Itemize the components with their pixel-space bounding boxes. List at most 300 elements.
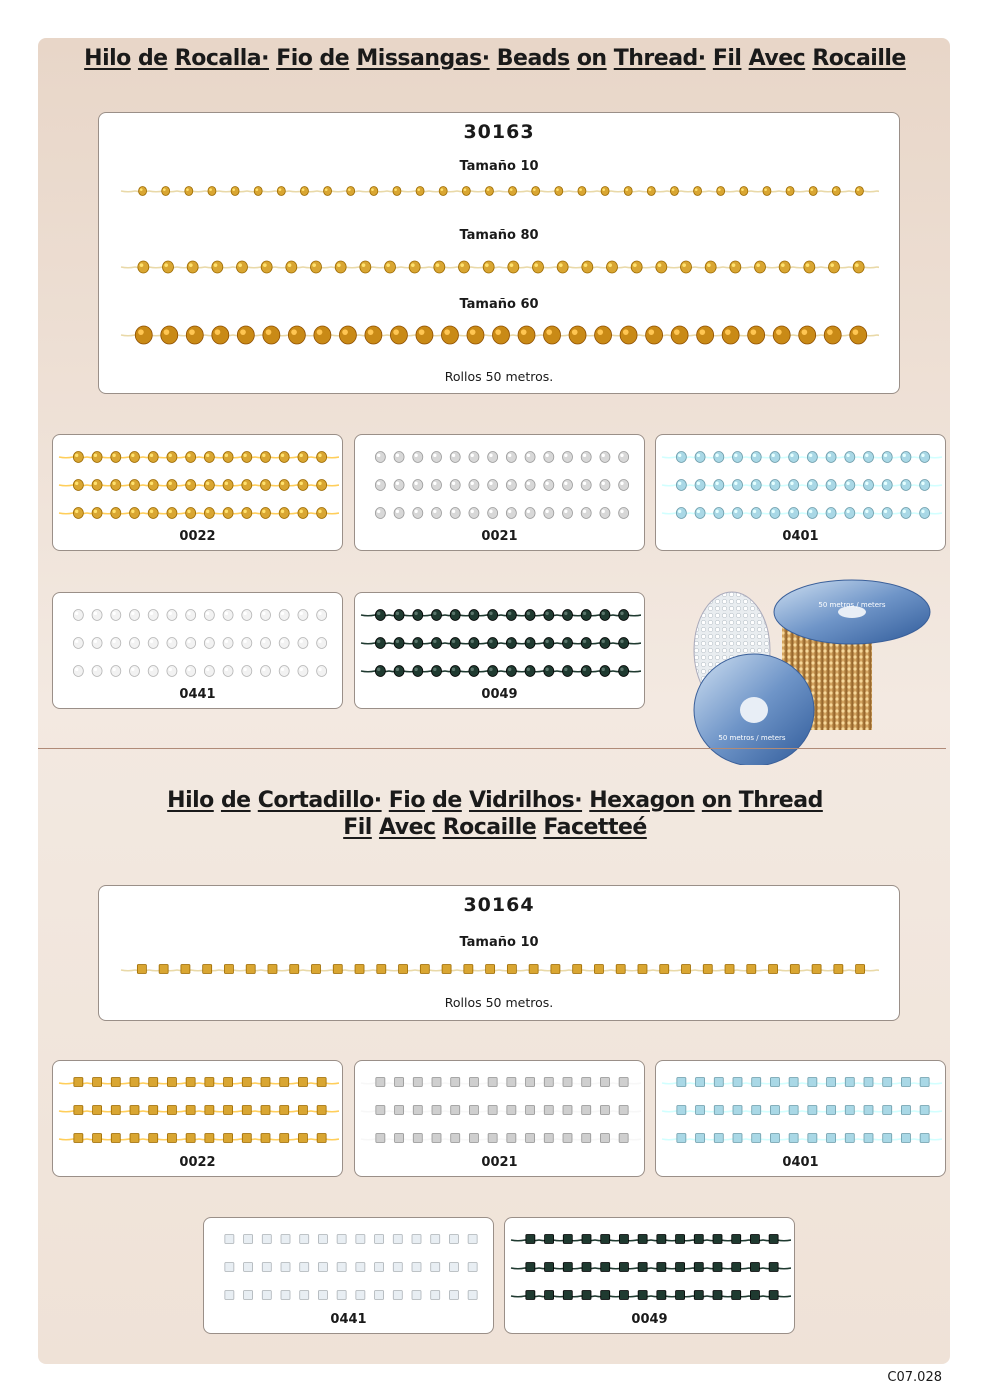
bead bbox=[647, 187, 655, 196]
bead-highlight bbox=[187, 482, 190, 485]
bead bbox=[92, 508, 102, 519]
bead-highlight bbox=[112, 510, 115, 513]
bead bbox=[311, 261, 322, 273]
bead-highlight bbox=[377, 640, 380, 643]
bead bbox=[920, 452, 930, 463]
bead bbox=[845, 1106, 854, 1115]
bead bbox=[224, 1078, 233, 1087]
bead bbox=[450, 610, 460, 621]
bead bbox=[789, 1134, 798, 1143]
bead bbox=[300, 187, 308, 196]
bead bbox=[600, 480, 610, 491]
bead-highlight bbox=[495, 329, 501, 335]
bead bbox=[148, 508, 158, 519]
bead-highlight bbox=[527, 668, 530, 671]
bead-highlight bbox=[312, 263, 316, 267]
bead-highlight bbox=[169, 668, 172, 671]
bead bbox=[432, 1134, 441, 1143]
bead bbox=[751, 480, 761, 491]
bead bbox=[434, 261, 445, 273]
bead bbox=[468, 1291, 477, 1300]
hexagon-swatch-image bbox=[359, 1067, 641, 1153]
bead bbox=[92, 452, 102, 463]
bead-highlight bbox=[707, 263, 711, 267]
bead bbox=[533, 261, 544, 273]
bead-highlight bbox=[266, 329, 272, 335]
bead bbox=[695, 452, 705, 463]
bead bbox=[864, 480, 874, 491]
bead-highlight bbox=[602, 668, 605, 671]
bead-highlight bbox=[460, 263, 464, 267]
bead-highlight bbox=[753, 454, 756, 457]
bead-highlight bbox=[545, 612, 548, 615]
bead bbox=[507, 1078, 516, 1087]
bead-highlight bbox=[441, 188, 444, 191]
bead-highlight bbox=[697, 510, 700, 513]
bead-highlight bbox=[433, 482, 436, 485]
bead-highlight bbox=[414, 640, 417, 643]
bead-highlight bbox=[243, 640, 246, 643]
bead-highlight bbox=[715, 482, 718, 485]
bead bbox=[167, 638, 177, 649]
bead-highlight bbox=[545, 482, 548, 485]
bead-highlight bbox=[751, 329, 757, 335]
section-divider bbox=[38, 748, 946, 749]
bead-highlight bbox=[396, 454, 399, 457]
bead-highlight bbox=[263, 263, 267, 267]
bead bbox=[526, 1291, 535, 1300]
bead-highlight bbox=[433, 668, 436, 671]
bead-highlight bbox=[262, 640, 265, 643]
bead bbox=[449, 1263, 458, 1272]
bead bbox=[431, 1235, 440, 1244]
bead bbox=[111, 610, 121, 621]
bead bbox=[799, 326, 816, 344]
bead bbox=[732, 1263, 741, 1272]
bead-highlight bbox=[262, 612, 265, 615]
bead bbox=[864, 1078, 873, 1087]
bead bbox=[242, 480, 252, 491]
bead-swatch-image bbox=[57, 441, 339, 527]
bead bbox=[317, 666, 327, 677]
color-swatch-0049 bbox=[354, 592, 645, 709]
bead bbox=[544, 610, 554, 621]
bead bbox=[789, 1078, 798, 1087]
bead bbox=[563, 508, 573, 519]
bead bbox=[92, 610, 102, 621]
bead bbox=[317, 610, 327, 621]
bead bbox=[883, 1134, 892, 1143]
bead-highlight bbox=[150, 668, 153, 671]
color-code: 0049 bbox=[631, 1312, 668, 1327]
bead-highlight bbox=[884, 510, 887, 513]
bead-highlight bbox=[489, 482, 492, 485]
bead bbox=[733, 1106, 742, 1115]
bead bbox=[619, 1106, 628, 1115]
bead bbox=[529, 965, 538, 974]
bead-highlight bbox=[225, 668, 228, 671]
bead bbox=[263, 326, 280, 344]
size-label: Tamaño 60 bbox=[459, 297, 539, 312]
bead-highlight bbox=[396, 612, 399, 615]
section-title-cortadillo-line1 bbox=[0, 788, 990, 813]
bead-highlight bbox=[485, 263, 489, 267]
bead-highlight bbox=[583, 482, 586, 485]
bead-highlight bbox=[279, 188, 282, 191]
bead bbox=[399, 965, 408, 974]
bead-highlight bbox=[682, 263, 686, 267]
bead bbox=[581, 638, 591, 649]
bead bbox=[420, 965, 429, 974]
bead bbox=[92, 638, 102, 649]
bead-swatch-image bbox=[660, 441, 942, 527]
bead-highlight bbox=[487, 188, 490, 191]
bead-highlight bbox=[806, 263, 810, 267]
bead bbox=[573, 965, 582, 974]
bead-highlight bbox=[300, 640, 303, 643]
bead bbox=[551, 965, 560, 974]
hexagon-swatch-image bbox=[57, 1067, 339, 1153]
bead bbox=[563, 452, 573, 463]
bead bbox=[657, 1263, 666, 1272]
bead bbox=[832, 187, 840, 196]
bead-highlight bbox=[140, 263, 144, 267]
bead bbox=[600, 452, 610, 463]
bead-highlight bbox=[508, 668, 511, 671]
bead bbox=[695, 508, 705, 519]
bead bbox=[204, 610, 214, 621]
bead bbox=[298, 666, 308, 677]
bead-highlight bbox=[411, 263, 415, 267]
bead-highlight bbox=[658, 263, 662, 267]
bead bbox=[770, 452, 780, 463]
title-word: on bbox=[701, 788, 732, 813]
bead bbox=[432, 508, 442, 519]
bead-highlight bbox=[238, 263, 242, 267]
bead-highlight bbox=[802, 329, 808, 335]
bead bbox=[161, 326, 178, 344]
bead bbox=[281, 1291, 290, 1300]
bead-highlight bbox=[834, 188, 837, 191]
bead bbox=[600, 638, 610, 649]
bead bbox=[393, 1235, 402, 1244]
bead bbox=[526, 1106, 535, 1115]
bead bbox=[375, 1263, 384, 1272]
bead bbox=[205, 1106, 214, 1115]
bead bbox=[646, 326, 663, 344]
bead-highlight bbox=[620, 612, 623, 615]
bead-highlight bbox=[865, 454, 868, 457]
bead bbox=[725, 965, 734, 974]
bead-highlight bbox=[620, 510, 623, 513]
bead-highlight bbox=[396, 640, 399, 643]
bead bbox=[450, 480, 460, 491]
bead bbox=[525, 638, 535, 649]
title-word: de bbox=[137, 46, 168, 71]
bead bbox=[254, 187, 262, 196]
bead bbox=[450, 508, 460, 519]
bead bbox=[224, 1106, 233, 1115]
bead bbox=[148, 638, 158, 649]
bead-highlight bbox=[150, 454, 153, 457]
bead bbox=[563, 480, 573, 491]
bead bbox=[167, 1134, 176, 1143]
bead bbox=[468, 1263, 477, 1272]
bead bbox=[413, 666, 423, 677]
bead bbox=[469, 1078, 478, 1087]
bead bbox=[488, 1106, 497, 1115]
color-swatch-0022 bbox=[52, 1060, 343, 1177]
bead bbox=[394, 666, 404, 677]
title-word: Fio bbox=[276, 46, 313, 71]
bead-highlight bbox=[545, 454, 548, 457]
bead-highlight bbox=[206, 668, 209, 671]
bead-highlight bbox=[865, 510, 868, 513]
bead bbox=[789, 1106, 798, 1115]
bead-highlight bbox=[281, 640, 284, 643]
bead bbox=[288, 326, 305, 344]
bead bbox=[242, 452, 252, 463]
bead bbox=[545, 1291, 554, 1300]
bead-highlight bbox=[564, 668, 567, 671]
bead bbox=[356, 1235, 365, 1244]
bead bbox=[432, 666, 442, 677]
bead-highlight bbox=[215, 329, 221, 335]
bead-highlight bbox=[131, 510, 134, 513]
color-code: 0022 bbox=[179, 529, 216, 544]
title-word: de bbox=[220, 788, 251, 813]
bead-highlight bbox=[433, 612, 436, 615]
bead bbox=[204, 666, 214, 677]
bead bbox=[563, 666, 573, 677]
bead-highlight bbox=[534, 263, 538, 267]
bead bbox=[714, 508, 724, 519]
bead bbox=[130, 480, 140, 491]
title-word: Vidrilhos· bbox=[468, 788, 583, 813]
bead bbox=[149, 1078, 158, 1087]
section-title-cortadillo-line2 bbox=[0, 815, 990, 840]
bead bbox=[694, 1263, 703, 1272]
bead bbox=[696, 1106, 705, 1115]
bead bbox=[826, 452, 836, 463]
bead bbox=[808, 1106, 817, 1115]
bead bbox=[360, 261, 371, 273]
bead bbox=[901, 1134, 910, 1143]
bead bbox=[829, 261, 840, 273]
bead-highlight bbox=[300, 612, 303, 615]
bead bbox=[509, 187, 517, 196]
bead bbox=[488, 480, 498, 491]
bead bbox=[186, 1106, 195, 1115]
bead-highlight bbox=[471, 510, 474, 513]
title-word: Hilo bbox=[84, 46, 131, 71]
bead bbox=[149, 1134, 158, 1143]
title-word: Hilo bbox=[167, 788, 214, 813]
bead-highlight bbox=[865, 482, 868, 485]
bead bbox=[130, 1078, 139, 1087]
bead-highlight bbox=[489, 510, 492, 513]
bead-highlight bbox=[444, 329, 450, 335]
hexagon-swatch-image bbox=[509, 1224, 791, 1310]
bead-highlight bbox=[433, 640, 436, 643]
bead bbox=[581, 666, 591, 677]
bead bbox=[261, 1078, 270, 1087]
bead bbox=[506, 610, 516, 621]
bead bbox=[413, 1106, 422, 1115]
bead bbox=[451, 1106, 460, 1115]
bead bbox=[317, 1134, 326, 1143]
bead bbox=[298, 638, 308, 649]
bead bbox=[657, 1235, 666, 1244]
bead bbox=[619, 1291, 628, 1300]
bead bbox=[395, 1078, 404, 1087]
bead bbox=[488, 508, 498, 519]
color-code: 0441 bbox=[179, 687, 216, 702]
bead bbox=[555, 187, 563, 196]
bead-highlight bbox=[112, 482, 115, 485]
bead bbox=[432, 452, 442, 463]
bead-highlight bbox=[187, 454, 190, 457]
bead bbox=[696, 1078, 705, 1087]
bead bbox=[594, 965, 603, 974]
bead bbox=[770, 480, 780, 491]
bead bbox=[73, 480, 83, 491]
bead bbox=[432, 480, 442, 491]
bead-highlight bbox=[828, 454, 831, 457]
bead bbox=[162, 187, 170, 196]
bead bbox=[864, 1134, 873, 1143]
title-word: Fil bbox=[712, 46, 742, 71]
spool-label-bottom: 50 metros / meters bbox=[718, 734, 786, 742]
bead bbox=[883, 1106, 892, 1115]
bead-highlight bbox=[790, 454, 793, 457]
bead bbox=[339, 326, 356, 344]
bead bbox=[752, 1078, 761, 1087]
bead-highlight bbox=[827, 329, 833, 335]
bead bbox=[413, 638, 423, 649]
bead bbox=[167, 508, 177, 519]
bead bbox=[186, 452, 196, 463]
bead bbox=[286, 261, 297, 273]
bead-highlight bbox=[262, 454, 265, 457]
bead bbox=[563, 610, 573, 621]
bead-highlight bbox=[243, 612, 246, 615]
bead-highlight bbox=[772, 510, 775, 513]
bead bbox=[563, 1291, 572, 1300]
bead bbox=[163, 261, 174, 273]
bead bbox=[130, 666, 140, 677]
bead bbox=[789, 480, 799, 491]
bead bbox=[130, 610, 140, 621]
color-swatch-0021 bbox=[354, 434, 645, 551]
bead bbox=[676, 508, 686, 519]
bead-highlight bbox=[753, 510, 756, 513]
bead bbox=[262, 1235, 271, 1244]
bead-highlight bbox=[75, 668, 78, 671]
bead bbox=[826, 480, 836, 491]
bead-highlight bbox=[291, 329, 297, 335]
bead-highlight bbox=[163, 188, 166, 191]
bead bbox=[506, 480, 516, 491]
bead-highlight bbox=[225, 510, 228, 513]
bead-highlight bbox=[240, 329, 246, 335]
bead-highlight bbox=[414, 482, 417, 485]
bead bbox=[186, 638, 196, 649]
product-code: 30163 bbox=[463, 121, 535, 143]
title-word: Rocalla· bbox=[174, 46, 270, 71]
bead bbox=[676, 452, 686, 463]
bead bbox=[111, 452, 121, 463]
bead bbox=[280, 1106, 289, 1115]
bead-highlight bbox=[189, 329, 195, 335]
bead bbox=[244, 1235, 253, 1244]
bead-highlight bbox=[452, 454, 455, 457]
bead-highlight bbox=[583, 640, 586, 643]
bead-highlight bbox=[140, 188, 143, 191]
bead-highlight bbox=[112, 668, 115, 671]
bead-highlight bbox=[471, 640, 474, 643]
product-code: 30164 bbox=[463, 894, 535, 916]
bead bbox=[864, 508, 874, 519]
bead bbox=[557, 261, 568, 273]
bead-highlight bbox=[164, 329, 170, 335]
bead bbox=[261, 1106, 270, 1115]
bead bbox=[223, 452, 233, 463]
bead-highlight bbox=[186, 188, 189, 191]
bead bbox=[850, 326, 867, 344]
bead-highlight bbox=[674, 329, 680, 335]
bead bbox=[544, 326, 561, 344]
bead bbox=[92, 666, 102, 677]
bead-highlight bbox=[169, 612, 172, 615]
bead bbox=[485, 187, 493, 196]
bead-swatch-image bbox=[359, 441, 641, 527]
bead bbox=[281, 1235, 290, 1244]
bead bbox=[789, 508, 799, 519]
bead-highlight bbox=[396, 482, 399, 485]
bead-highlight bbox=[377, 668, 380, 671]
bead bbox=[901, 1106, 910, 1115]
bead-highlight bbox=[781, 263, 785, 267]
title-word: Fil bbox=[343, 815, 372, 840]
bead bbox=[298, 508, 308, 519]
bead-highlight bbox=[138, 329, 144, 335]
color-code: 0049 bbox=[481, 687, 518, 702]
bead-highlight bbox=[626, 188, 629, 191]
bead bbox=[545, 1235, 554, 1244]
bead bbox=[789, 452, 799, 463]
bead bbox=[582, 1291, 591, 1300]
bead bbox=[582, 1106, 591, 1115]
bead bbox=[705, 261, 716, 273]
section-title-rocalla bbox=[0, 46, 990, 71]
bead-highlight bbox=[649, 188, 652, 191]
bead-highlight bbox=[678, 454, 681, 457]
bead bbox=[488, 1078, 497, 1087]
bead bbox=[882, 508, 892, 519]
bead-highlight bbox=[377, 612, 380, 615]
bead bbox=[394, 480, 404, 491]
bead bbox=[335, 261, 346, 273]
bead bbox=[864, 452, 874, 463]
bead bbox=[393, 187, 401, 196]
bead bbox=[130, 1106, 139, 1115]
bead bbox=[770, 1134, 779, 1143]
bead-highlight bbox=[348, 188, 351, 191]
bead bbox=[525, 610, 535, 621]
bead-highlight bbox=[545, 640, 548, 643]
bead-highlight bbox=[903, 510, 906, 513]
